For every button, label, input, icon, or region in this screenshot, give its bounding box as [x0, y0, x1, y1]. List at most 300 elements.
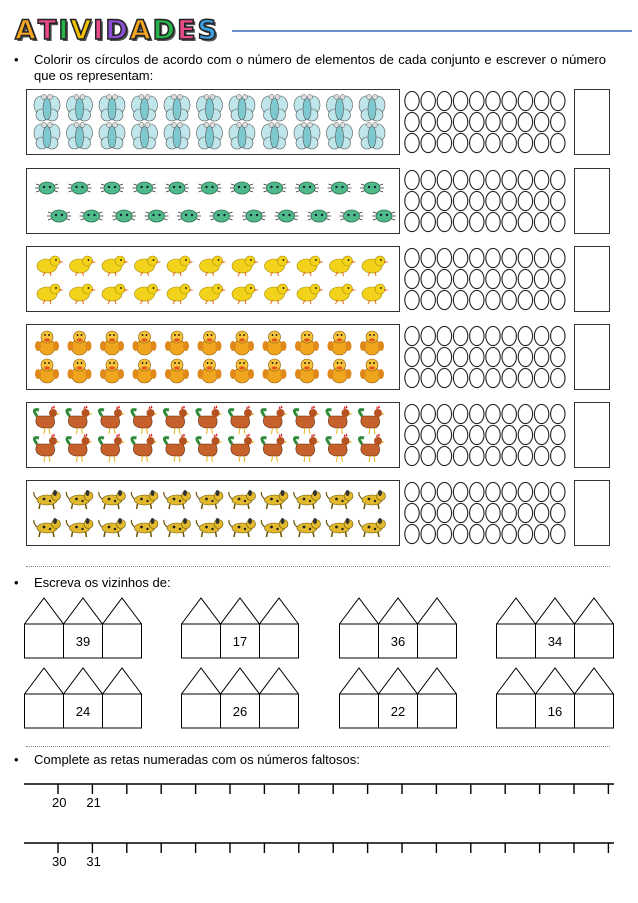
color-circle[interactable]: [405, 347, 419, 366]
circle-grid: [404, 481, 570, 545]
answer-box[interactable]: [574, 402, 610, 468]
color-circle[interactable]: [421, 404, 435, 423]
color-circle[interactable]: [518, 404, 532, 423]
color-circle[interactable]: [421, 112, 435, 131]
color-circle[interactable]: [405, 133, 419, 152]
color-circle[interactable]: [551, 91, 565, 110]
color-circle[interactable]: [534, 290, 548, 309]
color-circle[interactable]: [470, 326, 484, 345]
beetle-icon: [307, 210, 331, 222]
title-letter: A: [129, 15, 151, 46]
counting-row: [26, 168, 610, 234]
rooster-icon: [197, 405, 223, 434]
color-circle[interactable]: [453, 503, 467, 522]
color-circle[interactable]: [518, 112, 532, 131]
color-circle[interactable]: [551, 112, 565, 131]
color-circle[interactable]: [534, 112, 548, 131]
neighbor-house: [24, 596, 142, 664]
circle-grid: [404, 90, 570, 154]
color-circle[interactable]: [453, 112, 467, 131]
color-circle[interactable]: [470, 503, 484, 522]
color-circle[interactable]: [486, 191, 500, 210]
color-circle[interactable]: [470, 524, 484, 543]
color-circle[interactable]: [502, 191, 516, 210]
color-circle[interactable]: [502, 425, 516, 444]
color-circle[interactable]: [534, 269, 548, 288]
color-circle[interactable]: [486, 347, 500, 366]
neighbor-house: [496, 666, 614, 734]
color-circle[interactable]: [551, 191, 565, 210]
color-circle[interactable]: [421, 425, 435, 444]
color-circle[interactable]: [470, 347, 484, 366]
circle-grid: [404, 247, 570, 311]
rooster-icon: [99, 405, 125, 434]
number-line-label: 30: [52, 854, 67, 869]
color-circle[interactable]: [518, 91, 532, 110]
color-circle[interactable]: [518, 326, 532, 345]
color-circle[interactable]: [551, 368, 565, 387]
color-circle[interactable]: [518, 524, 532, 543]
duckling-icon: [165, 359, 189, 383]
neighbor-before-box[interactable]: [181, 694, 220, 728]
answer-box[interactable]: [574, 480, 610, 546]
color-circle[interactable]: [518, 133, 532, 152]
color-circle[interactable]: [437, 524, 451, 543]
color-circle[interactable]: [551, 425, 565, 444]
dog-icon: [196, 490, 223, 509]
color-circle[interactable]: [421, 368, 435, 387]
instruction-neighbors: • Escreva os vizinhos de:: [34, 575, 171, 591]
color-circle[interactable]: [518, 425, 532, 444]
color-circle[interactable]: [486, 524, 500, 543]
color-circle[interactable]: [518, 368, 532, 387]
dragonfly-icon: [294, 95, 320, 122]
color-circle[interactable]: [470, 290, 484, 309]
color-circle[interactable]: [405, 425, 419, 444]
beetle-icon: [210, 210, 234, 222]
dog-icon: [66, 490, 93, 509]
divider-2: [26, 746, 610, 747]
color-circle[interactable]: [518, 191, 532, 210]
house-number: 36: [390, 634, 406, 649]
neighbor-after-box[interactable]: [103, 624, 142, 658]
color-circle[interactable]: [405, 368, 419, 387]
color-circle[interactable]: [502, 170, 516, 189]
color-circle[interactable]: [421, 347, 435, 366]
title-letter: E: [177, 15, 196, 46]
rooster-icon: [327, 405, 353, 434]
color-circle[interactable]: [470, 269, 484, 288]
color-circle[interactable]: [518, 269, 532, 288]
color-circle[interactable]: [518, 503, 532, 522]
color-circle[interactable]: [502, 326, 516, 345]
color-circle[interactable]: [437, 290, 451, 309]
color-circle[interactable]: [551, 404, 565, 423]
color-circle[interactable]: [453, 133, 467, 152]
color-circle[interactable]: [551, 326, 565, 345]
color-circle[interactable]: [502, 503, 516, 522]
color-circle[interactable]: [470, 248, 484, 267]
dragonfly-icon: [164, 123, 190, 150]
duckling-icon: [328, 359, 352, 383]
color-circle[interactable]: [405, 191, 419, 210]
color-circle[interactable]: [502, 404, 516, 423]
instruction-color-circles: • Colorir os círculos de acordo com o número de elementos de cada conjunto e escrever o número que os representam:: [34, 52, 606, 84]
animal-set: [26, 324, 400, 390]
color-circle[interactable]: [453, 326, 467, 345]
color-circle[interactable]: [421, 170, 435, 189]
color-circle[interactable]: [470, 170, 484, 189]
color-circle[interactable]: [534, 133, 548, 152]
dragonfly-icon: [197, 123, 223, 150]
color-circle[interactable]: [437, 133, 451, 152]
beetle-icon: [35, 182, 59, 194]
color-circle[interactable]: [470, 446, 484, 465]
beetle-icon: [47, 210, 71, 222]
color-circle[interactable]: [470, 91, 484, 110]
color-circle[interactable]: [486, 170, 500, 189]
dragonfly-icon: [132, 95, 158, 122]
color-circle[interactable]: [421, 503, 435, 522]
color-circle[interactable]: [421, 212, 435, 231]
number-line: [24, 838, 614, 878]
rooster-icon: [359, 405, 385, 434]
rooster-icon: [164, 433, 190, 462]
dragonfly-icon: [34, 123, 60, 150]
color-circle[interactable]: [551, 170, 565, 189]
rooster-icon: [262, 405, 288, 434]
dragonfly-icon: [99, 95, 125, 122]
animal-set: [26, 402, 400, 468]
color-circle[interactable]: [421, 248, 435, 267]
color-circle[interactable]: [437, 482, 451, 501]
color-circle[interactable]: [453, 91, 467, 110]
color-circle[interactable]: [453, 524, 467, 543]
rooster-icon: [359, 433, 385, 462]
answer-box[interactable]: [574, 89, 610, 155]
color-circle[interactable]: [453, 368, 467, 387]
beetle-icon: [165, 182, 189, 194]
neighbor-after-box[interactable]: [418, 624, 457, 658]
dog-icon: [359, 490, 386, 509]
beetle-icon: [177, 210, 201, 222]
animal-set: [26, 480, 400, 546]
neighbor-house: [339, 596, 457, 664]
duckling-icon: [35, 331, 59, 355]
duckling-icon: [263, 331, 287, 355]
neighbor-after-box[interactable]: [260, 624, 299, 658]
color-circle[interactable]: [502, 133, 516, 152]
beetle-icon: [275, 210, 299, 222]
color-circle[interactable]: [551, 248, 565, 267]
color-circle[interactable]: [470, 212, 484, 231]
color-circle[interactable]: [405, 248, 419, 267]
color-circle[interactable]: [453, 290, 467, 309]
animal-set: [26, 89, 400, 155]
color-circle[interactable]: [421, 191, 435, 210]
color-circle[interactable]: [453, 404, 467, 423]
color-circle[interactable]: [534, 446, 548, 465]
color-circle[interactable]: [421, 326, 435, 345]
color-circle[interactable]: [421, 133, 435, 152]
counting-row: [26, 402, 610, 468]
duckling-icon: [263, 359, 287, 383]
color-circle[interactable]: [405, 170, 419, 189]
color-circle[interactable]: [486, 91, 500, 110]
house-number: 16: [547, 704, 563, 719]
color-circle[interactable]: [551, 347, 565, 366]
beetle-icon: [80, 210, 104, 222]
color-circle[interactable]: [405, 91, 419, 110]
color-circle[interactable]: [486, 133, 500, 152]
number-line-label: 20: [52, 795, 67, 810]
color-circle[interactable]: [534, 503, 548, 522]
color-circle[interactable]: [551, 290, 565, 309]
color-circle[interactable]: [502, 368, 516, 387]
color-circle[interactable]: [502, 482, 516, 501]
neighbor-before-box[interactable]: [24, 624, 63, 658]
counting-row: [26, 246, 610, 312]
worksheet-title: [14, 14, 218, 48]
color-circle[interactable]: [421, 482, 435, 501]
color-circle[interactable]: [486, 326, 500, 345]
answer-box[interactable]: [574, 324, 610, 390]
duckling-icon: [100, 331, 124, 355]
color-circle[interactable]: [551, 212, 565, 231]
color-circle[interactable]: [405, 269, 419, 288]
color-circle[interactable]: [470, 133, 484, 152]
color-circle[interactable]: [551, 446, 565, 465]
color-circle[interactable]: [551, 482, 565, 501]
color-circle[interactable]: [502, 248, 516, 267]
instruction-number-lines: • Complete as retas numeradas com os números faltosos:: [34, 752, 360, 768]
color-circle[interactable]: [453, 212, 467, 231]
color-circle[interactable]: [502, 524, 516, 543]
color-circle[interactable]: [437, 91, 451, 110]
duckling-icon: [100, 359, 124, 383]
color-circle[interactable]: [486, 446, 500, 465]
color-circle[interactable]: [437, 347, 451, 366]
color-circle[interactable]: [405, 446, 419, 465]
color-circle[interactable]: [551, 133, 565, 152]
beetle-icon: [112, 210, 136, 222]
duckling-icon: [68, 331, 92, 355]
color-circle[interactable]: [502, 91, 516, 110]
neighbor-after-box[interactable]: [575, 694, 614, 728]
color-circle[interactable]: [502, 347, 516, 366]
dragonfly-icon: [327, 123, 353, 150]
duckling-icon: [230, 331, 254, 355]
neighbor-before-box[interactable]: [24, 694, 63, 728]
dragonfly-icon: [164, 95, 190, 122]
color-circle[interactable]: [551, 269, 565, 288]
chick-icon: [200, 256, 227, 276]
color-circle[interactable]: [437, 212, 451, 231]
chick-icon: [200, 284, 227, 304]
neighbor-after-box[interactable]: [575, 624, 614, 658]
color-circle[interactable]: [486, 290, 500, 309]
rooster-icon: [34, 405, 60, 434]
neighbor-after-box[interactable]: [260, 694, 299, 728]
color-circle[interactable]: [470, 482, 484, 501]
neighbor-after-box[interactable]: [103, 694, 142, 728]
color-circle[interactable]: [437, 191, 451, 210]
color-circle[interactable]: [534, 326, 548, 345]
color-circle[interactable]: [421, 290, 435, 309]
color-circle[interactable]: [534, 248, 548, 267]
color-circle[interactable]: [405, 524, 419, 543]
color-circle[interactable]: [405, 503, 419, 522]
dog-icon: [326, 518, 353, 537]
chick-icon: [102, 284, 129, 304]
color-circle[interactable]: [486, 425, 500, 444]
color-circle[interactable]: [534, 482, 548, 501]
color-circle[interactable]: [534, 191, 548, 210]
color-circle[interactable]: [518, 446, 532, 465]
color-circle[interactable]: [534, 91, 548, 110]
duckling-icon: [198, 359, 222, 383]
duckling-icon: [328, 331, 352, 355]
answer-box[interactable]: [574, 246, 610, 312]
neighbor-before-box[interactable]: [496, 694, 535, 728]
color-circle[interactable]: [551, 524, 565, 543]
color-circle[interactable]: [421, 446, 435, 465]
color-circle[interactable]: [437, 112, 451, 131]
color-circle[interactable]: [534, 368, 548, 387]
color-circle[interactable]: [405, 404, 419, 423]
color-circle[interactable]: [518, 212, 532, 231]
color-circle[interactable]: [453, 347, 467, 366]
color-circle[interactable]: [421, 269, 435, 288]
title-letter: A: [15, 15, 36, 46]
chick-icon: [265, 284, 292, 304]
color-circle[interactable]: [518, 482, 532, 501]
neighbor-house: [24, 666, 142, 734]
color-circle[interactable]: [437, 404, 451, 423]
color-circle[interactable]: [470, 368, 484, 387]
dragonfly-icon: [359, 95, 385, 122]
counting-row: [26, 324, 610, 390]
color-circle[interactable]: [486, 482, 500, 501]
neighbor-before-box[interactable]: [339, 694, 378, 728]
color-circle[interactable]: [486, 212, 500, 231]
dog-icon: [131, 490, 158, 509]
rooster-icon: [327, 433, 353, 462]
color-circle[interactable]: [534, 425, 548, 444]
color-circle[interactable]: [502, 112, 516, 131]
color-circle[interactable]: [405, 290, 419, 309]
animal-set: [26, 246, 400, 312]
title-underline: [232, 30, 632, 32]
color-circle[interactable]: [453, 269, 467, 288]
dragonfly-icon: [294, 123, 320, 150]
color-circle[interactable]: [534, 347, 548, 366]
chick-icon: [135, 284, 162, 304]
color-circle[interactable]: [405, 326, 419, 345]
color-circle[interactable]: [421, 524, 435, 543]
duckling-icon: [295, 359, 319, 383]
color-circle[interactable]: [453, 425, 467, 444]
color-circle[interactable]: [486, 404, 500, 423]
color-circle[interactable]: [421, 91, 435, 110]
color-circle[interactable]: [502, 212, 516, 231]
color-circle[interactable]: [486, 269, 500, 288]
dog-icon: [229, 490, 256, 509]
color-circle[interactable]: [470, 112, 484, 131]
color-circle[interactable]: [437, 425, 451, 444]
color-circle[interactable]: [437, 269, 451, 288]
answer-box[interactable]: [574, 168, 610, 234]
title-letter: D: [105, 15, 128, 46]
dog-icon: [196, 518, 223, 537]
color-circle[interactable]: [470, 191, 484, 210]
dog-icon: [99, 490, 126, 509]
color-circle[interactable]: [453, 446, 467, 465]
dragonfly-icon: [327, 95, 353, 122]
color-circle[interactable]: [534, 524, 548, 543]
color-circle[interactable]: [502, 290, 516, 309]
color-circle[interactable]: [486, 503, 500, 522]
color-circle[interactable]: [453, 170, 467, 189]
color-circle[interactable]: [437, 446, 451, 465]
color-circle[interactable]: [453, 191, 467, 210]
color-circle[interactable]: [453, 482, 467, 501]
color-circle[interactable]: [405, 482, 419, 501]
color-circle[interactable]: [518, 347, 532, 366]
color-circle[interactable]: [518, 248, 532, 267]
color-circle[interactable]: [502, 446, 516, 465]
duckling-icon: [35, 359, 59, 383]
dog-icon: [34, 490, 61, 509]
color-circle[interactable]: [470, 425, 484, 444]
chick-icon: [70, 284, 97, 304]
beetle-icon: [230, 182, 254, 194]
house-number: 17: [232, 634, 248, 649]
neighbor-after-box[interactable]: [418, 694, 457, 728]
duckling-icon: [198, 331, 222, 355]
color-circle[interactable]: [534, 404, 548, 423]
neighbor-before-box[interactable]: [181, 624, 220, 658]
color-circle[interactable]: [534, 212, 548, 231]
color-circle[interactable]: [486, 248, 500, 267]
color-circle[interactable]: [437, 326, 451, 345]
beetle-icon: [360, 182, 384, 194]
color-circle[interactable]: [437, 248, 451, 267]
beetle-icon: [295, 182, 319, 194]
color-circle[interactable]: [486, 368, 500, 387]
divider-1: [26, 566, 610, 567]
dog-icon: [66, 518, 93, 537]
neighbor-before-box[interactable]: [339, 624, 378, 658]
color-circle[interactable]: [470, 404, 484, 423]
color-circle[interactable]: [486, 112, 500, 131]
color-circle[interactable]: [534, 170, 548, 189]
color-circle[interactable]: [437, 503, 451, 522]
neighbor-before-box[interactable]: [496, 624, 535, 658]
color-circle[interactable]: [405, 212, 419, 231]
color-circle[interactable]: [453, 248, 467, 267]
color-circle[interactable]: [518, 170, 532, 189]
beetle-icon: [372, 210, 396, 222]
color-circle[interactable]: [437, 170, 451, 189]
color-circle[interactable]: [518, 290, 532, 309]
color-circle[interactable]: [502, 269, 516, 288]
color-circle[interactable]: [551, 503, 565, 522]
color-circle[interactable]: [437, 368, 451, 387]
chick-icon: [37, 284, 64, 304]
color-circle[interactable]: [405, 112, 419, 131]
chick-icon: [362, 256, 389, 276]
